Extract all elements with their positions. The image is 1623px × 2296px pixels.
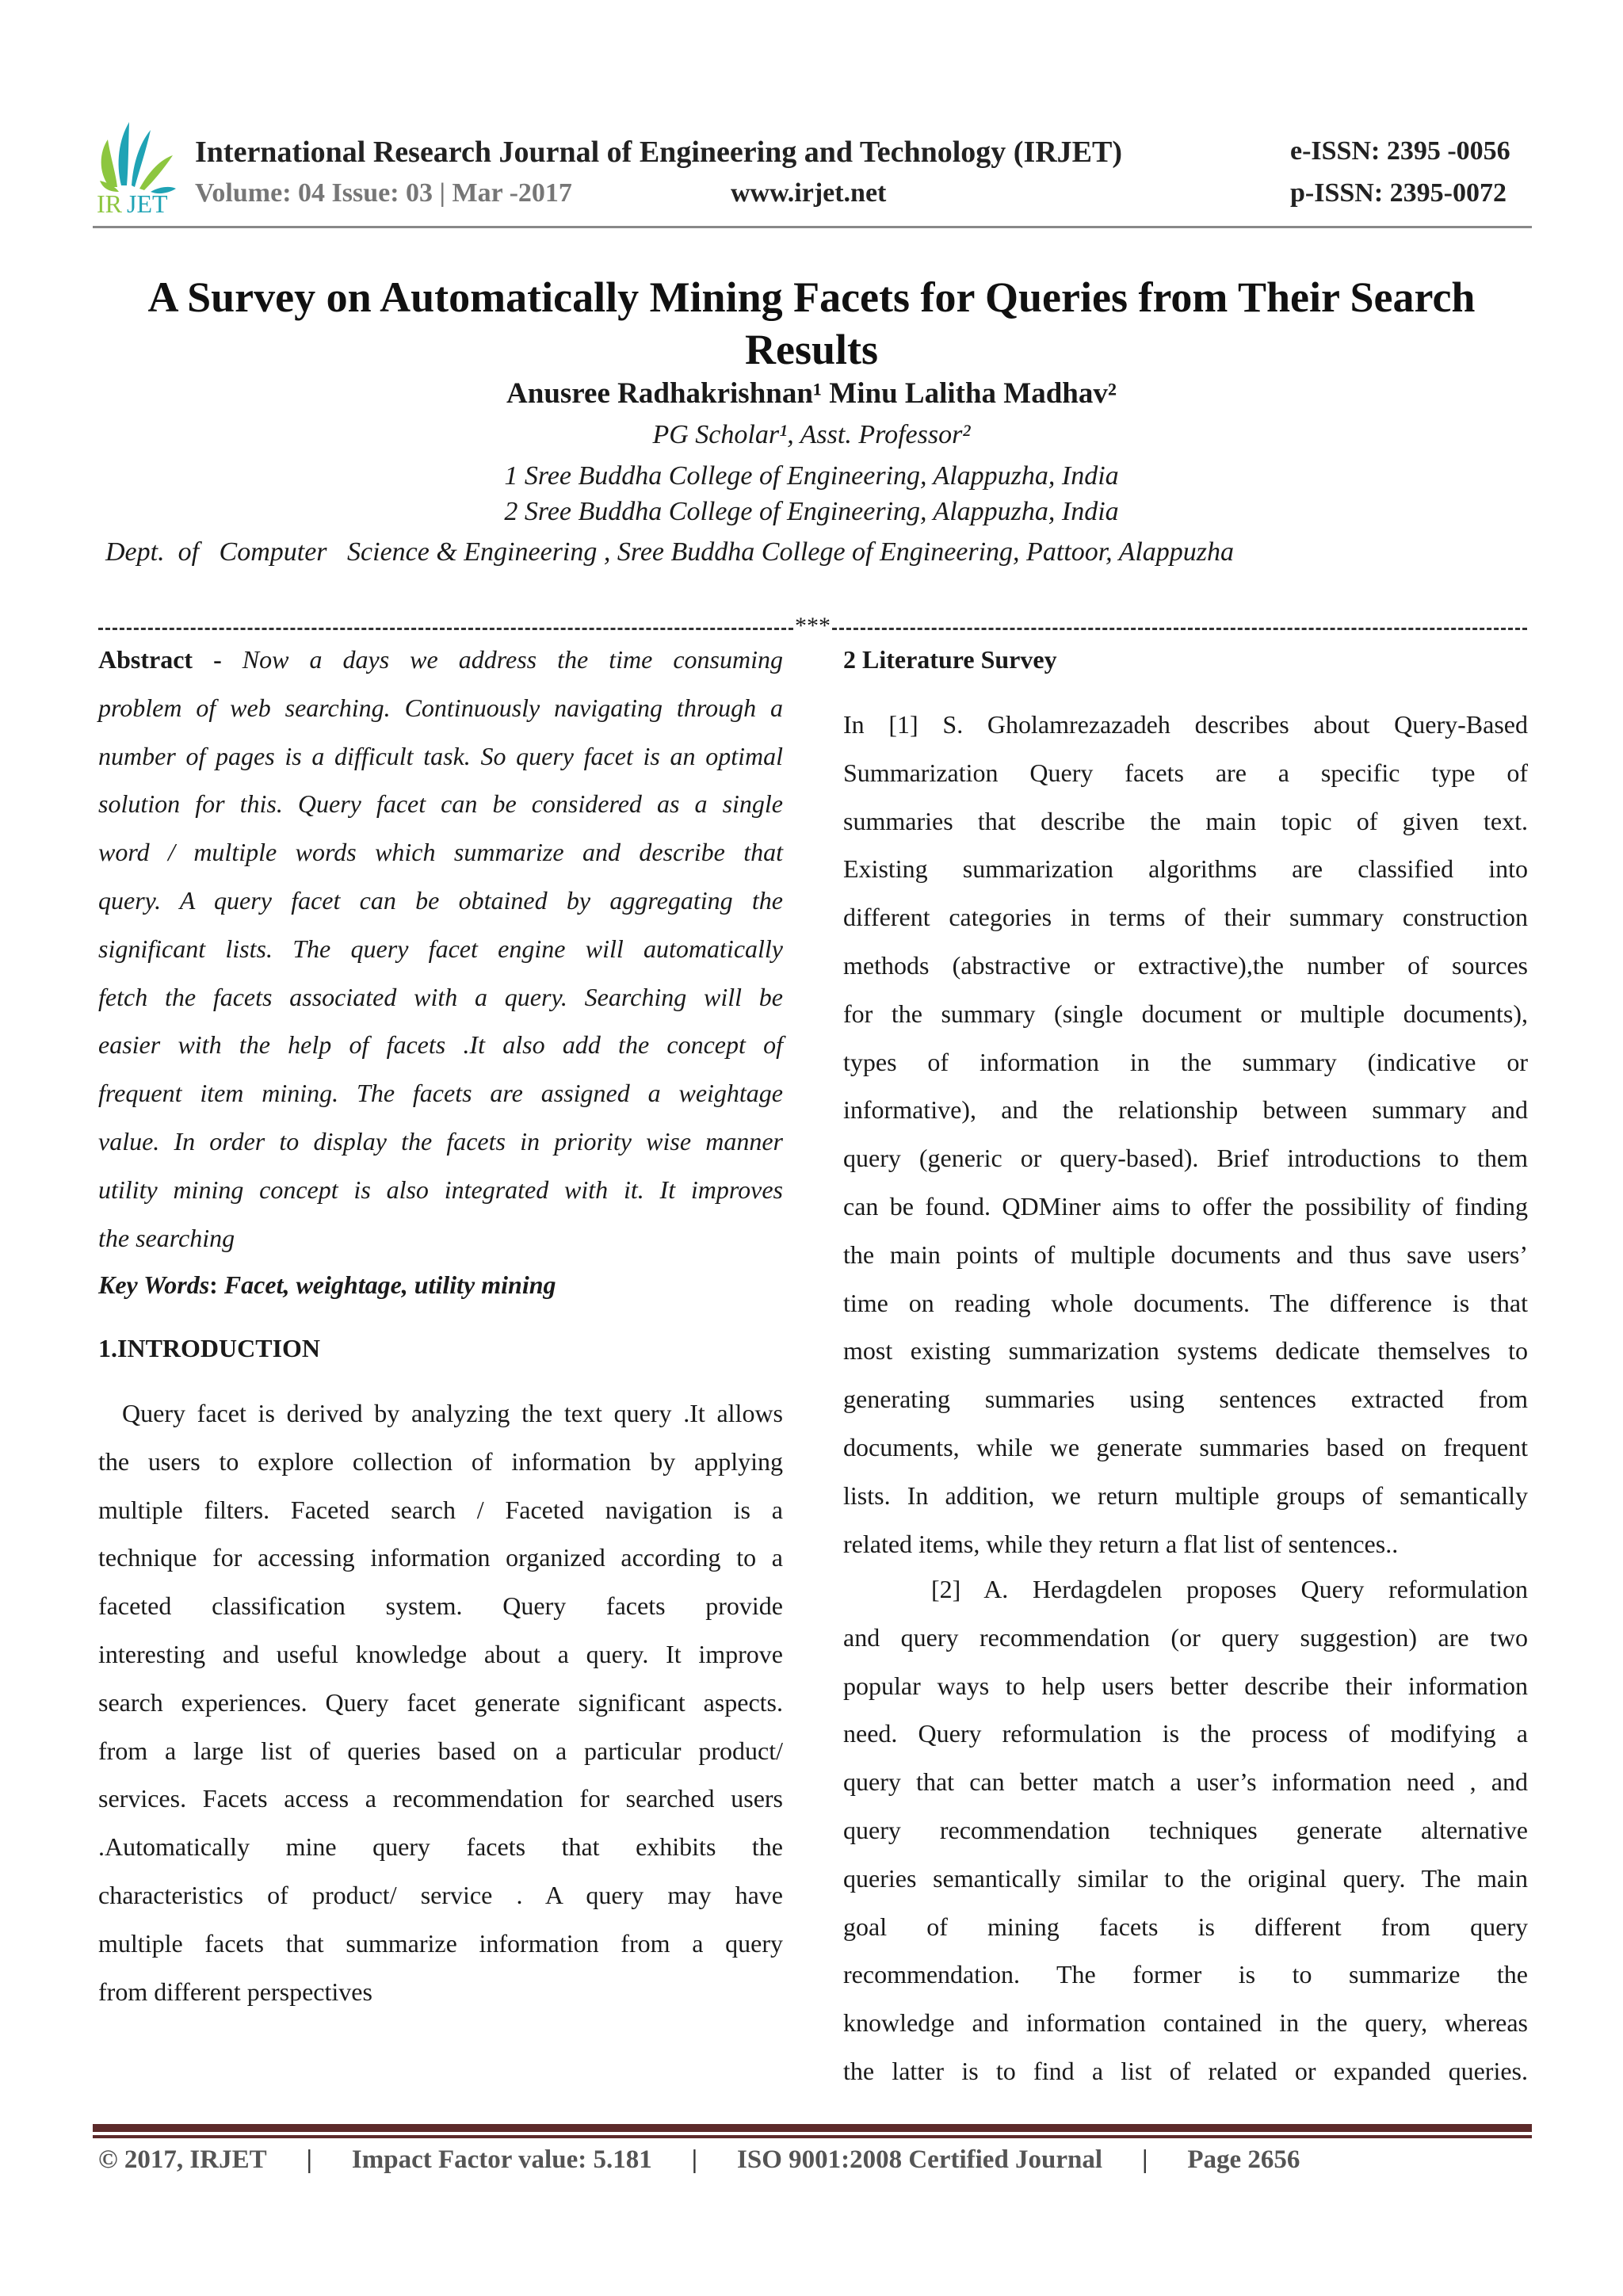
journal-website-link[interactable]: www.irjet.net xyxy=(731,178,887,208)
keywords-colon: : xyxy=(209,1270,224,1299)
text-line: problem of web searching. Continuously navigating through a xyxy=(98,693,783,722)
text-line: solution for this. Query facet can be considered as a single xyxy=(98,789,783,819)
svg-text:IR: IR xyxy=(97,189,122,215)
journal-name: International Research Journal of Engineering and Technology (IRJET) xyxy=(195,136,1123,169)
text-line: Summarization Query facets are a specific type of xyxy=(843,758,1528,787)
section-separator xyxy=(98,614,1527,638)
text-line: query recommendation techniques generate alternative xyxy=(843,1815,1528,1844)
text-line: time on reading whole documents. The difference is that xyxy=(843,1288,1528,1317)
text-line: need. Query reformulation is the process of modifying a xyxy=(843,1719,1528,1748)
text-line: the main points of multiple documents and thus save users’ xyxy=(843,1240,1528,1269)
author-roles: PG Scholar¹, Asst. Professor² xyxy=(652,420,971,449)
literature-paragraph-2 xyxy=(843,1565,1528,2095)
footer xyxy=(98,2140,1300,2179)
text-line: methods (abstractive or extractive),the number of sources xyxy=(843,950,1528,980)
text-line: services. Facets access a recommendation for searched users xyxy=(98,1784,783,1813)
abstract-text: Now a days we address the time consuming xyxy=(242,645,784,674)
paper-title-line: Results xyxy=(744,326,878,373)
text-line: query that can better match a user’s information need , and xyxy=(843,1767,1528,1797)
text-line: multiple filters. Faceted search / Faceted navigation is a xyxy=(98,1495,783,1524)
irjet-logo xyxy=(94,116,181,215)
footer-page-number: Page 2656 xyxy=(1187,2145,1300,2174)
text-line: can be found. QDMiner aims to offer the possibility of finding xyxy=(843,1191,1528,1221)
footer-bar xyxy=(93,2124,1532,2132)
literature-paragraph-1 xyxy=(843,701,1528,1568)
separator-stars: *** xyxy=(795,613,831,639)
text-line: significant lists. The query facet engine will automatically xyxy=(98,934,783,963)
literature-heading: 2 Literature Survey xyxy=(843,645,1057,674)
text-line: popular ways to help users better describe their information xyxy=(843,1671,1528,1700)
text-line: generating summaries using sentences extracted from xyxy=(843,1385,1528,1414)
text-line: from a large list of queries based on a particular product/ xyxy=(98,1736,783,1765)
keywords-label: Key Words xyxy=(98,1270,210,1299)
text-line: utility mining concept is also integrated with it. It improves xyxy=(98,1175,783,1204)
text-line: multiple facets that summarize information from a query xyxy=(98,1928,783,1958)
text-line: goal of mining facets is different from query xyxy=(843,1912,1528,1941)
paper-title-line: A Survey on Automatically Mining Facets for Queries from Their Search xyxy=(147,273,1476,321)
text-line: documents, while we generate summaries based on frequent xyxy=(843,1432,1528,1461)
footer-divider: | xyxy=(691,2145,697,2174)
text-line: characteristics of product/ service . A query may have xyxy=(98,1880,783,1909)
text-line: In [1] S. Gholamrezazadeh describes about Query-Based xyxy=(843,710,1528,739)
intro-heading: 1.INTRODUCTION xyxy=(98,1334,321,1362)
footer-bar-thin xyxy=(93,2135,1532,2138)
text-line: most existing summarization systems dedicate themselves to xyxy=(843,1336,1528,1366)
footer-divider: | xyxy=(1142,2145,1148,2174)
text-line: the latter is to find a list of related or expanded queries. xyxy=(843,2056,1528,2085)
text-line: summaries that describe the main topic of given text. xyxy=(843,806,1528,835)
intro-paragraph xyxy=(98,1389,783,2015)
keywords-value: Facet, weightage, utility mining xyxy=(223,1270,556,1299)
text-line: different categories in terms of their summary construction xyxy=(843,903,1528,932)
abstract-label: Abstract - xyxy=(98,645,242,674)
header-divider xyxy=(93,226,1532,228)
text-line: word / multiple words which summarize and describe that xyxy=(98,838,783,867)
text-line: Existing summarization algorithms are classified into xyxy=(843,854,1528,884)
text-line: query (generic or query-based). Brief introductions to them xyxy=(843,1144,1528,1173)
text-line: lists. In addition, we return multiple groups of semantically xyxy=(843,1480,1528,1510)
text-line: [2] A. Herdagdelen proposes Query reformulation xyxy=(931,1575,1528,1603)
text-line: fetch the facets associated with a query. Searching will be xyxy=(98,982,783,1011)
svg-text:JET: JET xyxy=(127,189,168,215)
text-line: informative), and the relationship between summary and xyxy=(843,1095,1528,1125)
text-line: technique for accessing information organized according to a xyxy=(98,1543,783,1572)
text-line: number of pages is a difficult task. So query facet is an optimal xyxy=(98,741,783,770)
text-line: Query facet is derived by analyzing the text query .It allows xyxy=(122,1399,783,1427)
text-line: recommendation. The former is to summarize the xyxy=(843,1960,1528,1989)
affiliation-1: 1 Sree Buddha College of Engineering, Alappuzha, India xyxy=(504,461,1119,491)
abstract-line xyxy=(98,636,783,684)
text-line: frequent item mining. The facets are assigned a weightage xyxy=(98,1079,783,1108)
footer-impact-factor: Impact Factor value: 5.181 xyxy=(351,2145,652,2174)
text-line: query. A query facet can be obtained by aggregating the xyxy=(98,885,783,915)
text-line: knowledge and information contained in the query, whereas xyxy=(843,2008,1528,2038)
keywords xyxy=(98,1261,783,1309)
volume-issue: Volume: 04 Issue: 03 | Mar -2017 xyxy=(195,178,572,208)
e-issn: e-ISSN: 2395 -0056 xyxy=(1290,136,1510,166)
footer-divider: | xyxy=(306,2145,312,2174)
abstract xyxy=(98,636,783,1262)
text-line: faceted classification system. Query facets provide xyxy=(98,1591,783,1621)
text-line: the users to explore collection of information by applying xyxy=(98,1446,783,1476)
text-line: the searching xyxy=(98,1223,235,1252)
text-line: easier with the help of facets .It also add the concept of xyxy=(98,1030,783,1060)
text-line: for the summary (single document or multiple documents), xyxy=(843,999,1528,1028)
footer-iso: ISO 9001:2008 Certified Journal xyxy=(737,2145,1103,2174)
paper-title xyxy=(79,271,1544,376)
text-line: interesting and useful knowledge about a query. It improve xyxy=(98,1639,783,1668)
p-issn: p-ISSN: 2395-0072 xyxy=(1290,178,1507,208)
text-line: related items, while they return a flat list of sentences.. xyxy=(843,1529,1399,1558)
footer-copyright: © 2017, IRJET xyxy=(98,2145,267,2174)
authors: Anusree Radhakrishnan¹ Minu Lalitha Madhav² xyxy=(506,377,1117,410)
affiliation-2: 2 Sree Buddha College of Engineering, Alappuzha, India xyxy=(504,497,1119,526)
text-line: queries semantically similar to the original query. The main xyxy=(843,1863,1528,1893)
text-line: value. In order to display the facets in priority wise manner xyxy=(98,1126,783,1156)
text-line: from different perspectives xyxy=(98,1977,372,2006)
text-line: types of information in the summary (indicative or xyxy=(843,1047,1528,1076)
text-line: search experiences. Query facet generate significant aspects. xyxy=(98,1687,783,1717)
text-line: .Automatically mine query facets that exhibits the xyxy=(98,1832,783,1862)
text-line: and query recommendation (or query suggestion) are two xyxy=(843,1622,1528,1652)
department: Dept. of Computer Science & Engineering , Sree Buddha College of Engineering, Pattoor, Alappuzha xyxy=(105,537,1235,567)
